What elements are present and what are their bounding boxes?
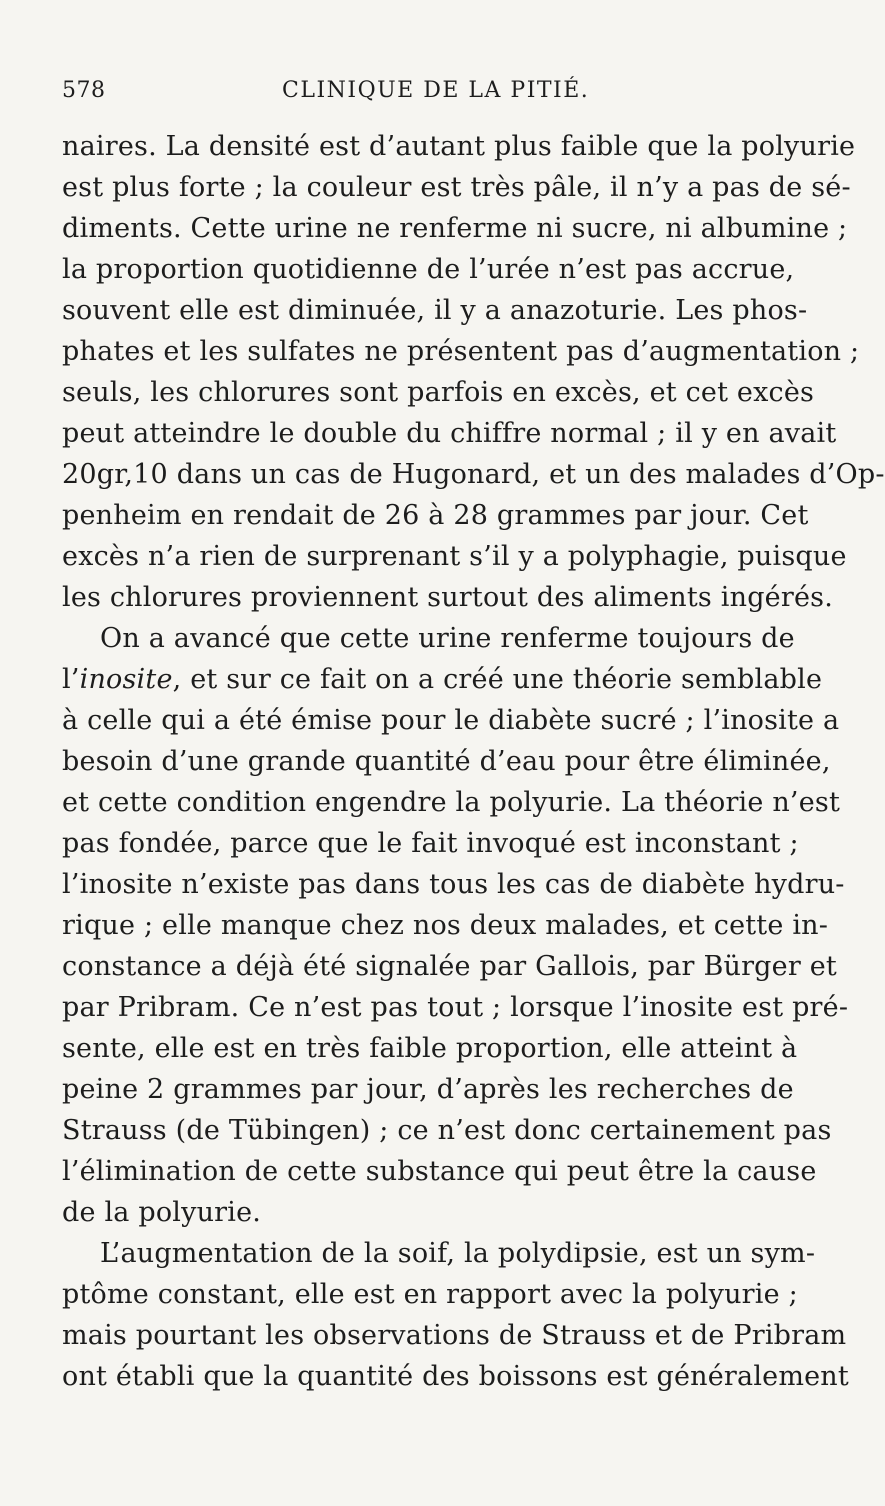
text-line: naires. La densité est d’autant plus faible que la polyurie: [62, 131, 856, 162]
text-line: excès n’a rien de surprenant s’il y a polyphagie, puisque: [62, 541, 847, 572]
text-line: la proportion quotidienne de l’urée n’est pas accrue,: [62, 254, 795, 285]
text-line: peut atteindre le double du chiffre normal ; il y en avait: [62, 418, 837, 449]
text-fragment: , et sur ce fait on a créé une théorie semblable: [172, 664, 823, 695]
text-line: L’augmentation de la soif, la polydipsie, est un sym-: [100, 1238, 816, 1269]
body-text: [62, 126, 885, 1397]
text-line: phates et les sulfates ne présentent pas d’augmentation ;: [62, 336, 860, 367]
text-line: mais pourtant les observations de Strauss et de Pribram: [62, 1320, 847, 1351]
text-line: l’inosite n’existe pas dans tous les cas de diabète hydru-: [62, 869, 845, 900]
italic-term: inosite: [79, 664, 173, 695]
text-line: l’élimination de cette substance qui peut être la cause: [62, 1156, 817, 1187]
running-title: CLINIQUE DE LA PITIÉ.: [282, 78, 590, 103]
running-head: [62, 78, 768, 108]
text-line: ptôme constant, elle est en rapport avec la polyurie ;: [62, 1279, 798, 1310]
text-line: peine 2 grammes par jour, d’après les recherches de: [62, 1074, 794, 1105]
text-line: sente, elle est en très faible proportion, elle atteint à: [62, 1033, 798, 1064]
page-number: 578: [62, 78, 106, 103]
text-line: constance a déjà été signalée par Gallois, par Bürger et: [62, 951, 837, 982]
text-line: besoin d’une grande quantité d’eau pour être éliminée,: [62, 746, 831, 777]
text-line: ont établi que la quantité des boissons est généralement: [62, 1361, 849, 1392]
text-fragment: l’: [62, 664, 80, 695]
text-line: diments. Cette urine ne renferme ni sucre, ni albumine ;: [62, 213, 848, 244]
text-line: par Pribram. Ce n’est pas tout ; lorsque l’inosite est pré-: [62, 992, 849, 1023]
text-line: On a avancé que cette urine renferme toujours de: [100, 623, 795, 654]
text-line: est plus forte ; la couleur est très pâle, il n’y a pas de sé-: [62, 172, 851, 203]
text-line: de la polyurie.: [62, 1197, 262, 1228]
text-line: seuls, les chlorures sont parfois en excès, et cet excès: [62, 377, 815, 408]
text-line: les chlorures proviennent surtout des aliments ingérés.: [62, 582, 833, 613]
text-line: et cette condition engendre la polyurie. La théorie n’est: [62, 787, 840, 818]
text-line: Strauss (de Tübingen) ; ce n’est donc certainement pas: [62, 1115, 832, 1146]
text-line: rique ; elle manque chez nos deux malades, et cette in-: [62, 910, 829, 941]
text-line: penheim en rendait de 26 à 28 grammes par jour. Cet: [62, 500, 809, 531]
text-line: souvent elle est diminuée, il y a anazoturie. Les phos-: [62, 295, 808, 326]
text-line: à celle qui a été émise pour le diabète sucré ; l’inosite a: [62, 705, 840, 736]
text-line-with-italic: [62, 659, 823, 700]
text-line: pas fondée, parce que le fait invoqué est inconstant ;: [62, 828, 799, 859]
text-line: 20gr,10 dans un cas de Hugonard, et un des malades d’Op-: [62, 459, 885, 490]
